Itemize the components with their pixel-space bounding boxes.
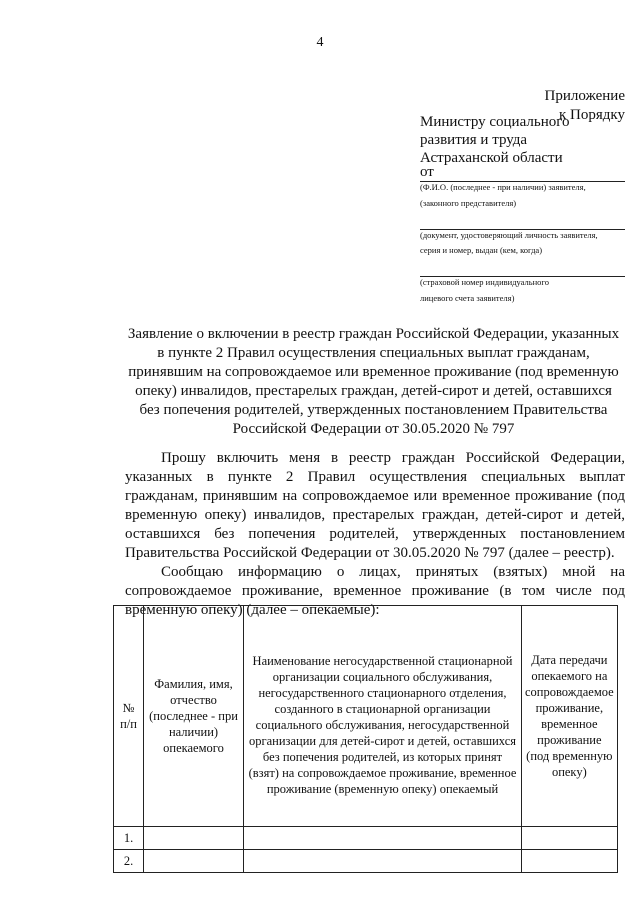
- cell-transfer-date[interactable]: [522, 850, 618, 873]
- header-organization: Наименование негосударственной стационарной организации социального обслуживания, негосударственного стационарного отделения, созданного в стационарной организации социального обслуживания, негосударственной организации для детей-сирот и детей, оставшихся без попечения родителей, из которых принят (взят) на сопровождаемое проживание, временное проживание (временную опеку) опекаемый: [244, 606, 522, 827]
- cell-organization[interactable]: [244, 850, 522, 873]
- hint-snils-2: лицевого счета заявителя): [420, 293, 515, 303]
- cell-full-name[interactable]: [144, 850, 244, 873]
- body-text: [125, 449, 625, 620]
- paragraph-1: Прошу включить меня в реестр граждан Российской Федерации, указанных в пункте 2 Правил осуществления специальных выплат гражданам, принявшим на сопровождаемое или временное проживание (под временную опеку) инвалидов, престарелых граждан, детей-сирот и детей, оставшихся без попечения родителей, утвержденных постановлением Правительства Российской Федерации от 30.05.2020 № 797 (далее – реестр).: [125, 450, 625, 561]
- hint-fio-1: (Ф.И.О. (последнее - при наличии) заявителя,: [420, 182, 586, 192]
- appendix-line-1: Приложение: [544, 88, 625, 104]
- hint-doc-1: (документ, удостоверяющий личность заявителя,: [420, 230, 598, 240]
- cell-organization[interactable]: [244, 827, 522, 850]
- header-transfer-date: Дата передачи опекаемого на сопровождаемое проживание, временное проживание (под временную опеку): [522, 606, 618, 827]
- cell-transfer-date[interactable]: [522, 827, 618, 850]
- page-number: 4: [316, 35, 324, 50]
- addressee-block: [420, 113, 625, 167]
- cell-full-name[interactable]: [144, 827, 244, 850]
- table-header-row: [114, 606, 618, 827]
- row-number: 1.: [114, 827, 144, 850]
- hint-doc-2: серия и номер, выдан (кем, когда): [420, 245, 543, 255]
- table-row: [114, 850, 618, 873]
- table-row: [114, 827, 618, 850]
- row-number: 2.: [114, 850, 144, 873]
- paragraph-2: Сообщаю информацию о лицах, принятых (взятых) мной на сопровождаемое проживание, временное проживание (в том числе под временную опеку) (далее – опекаемые):: [125, 564, 625, 618]
- addressee-line-2: развития и труда: [420, 132, 528, 148]
- hint-fio-2: (законного представителя): [420, 198, 517, 208]
- document-title: Заявление о включении в реестр граждан Российской Федерации, указанных в пункте 2 Правил осуществления специальных выплат гражданам, принявшим на сопровождаемое или временное проживание (под временную опеку) инвалидов, престарелых граждан, детей-сирот и детей, оставшихся без попечения родителей, утвержденных постановлением Правительства Российской Федерации от 30.05.2020 № 797: [127, 326, 620, 437]
- hint-snils-1: (страховой номер индивидуального: [420, 277, 549, 287]
- wards-table: [113, 605, 618, 873]
- from-label: от: [420, 164, 434, 180]
- header-full-name: Фамилия, имя, отчество (последнее - при наличии) опекаемого: [144, 606, 244, 827]
- header-number: № п/п: [114, 606, 144, 827]
- appendix-line-2: к Порядку: [559, 107, 625, 123]
- addressee-line-3: Астраханской области: [420, 150, 563, 166]
- addressee-line-1: Министру социального: [420, 114, 570, 130]
